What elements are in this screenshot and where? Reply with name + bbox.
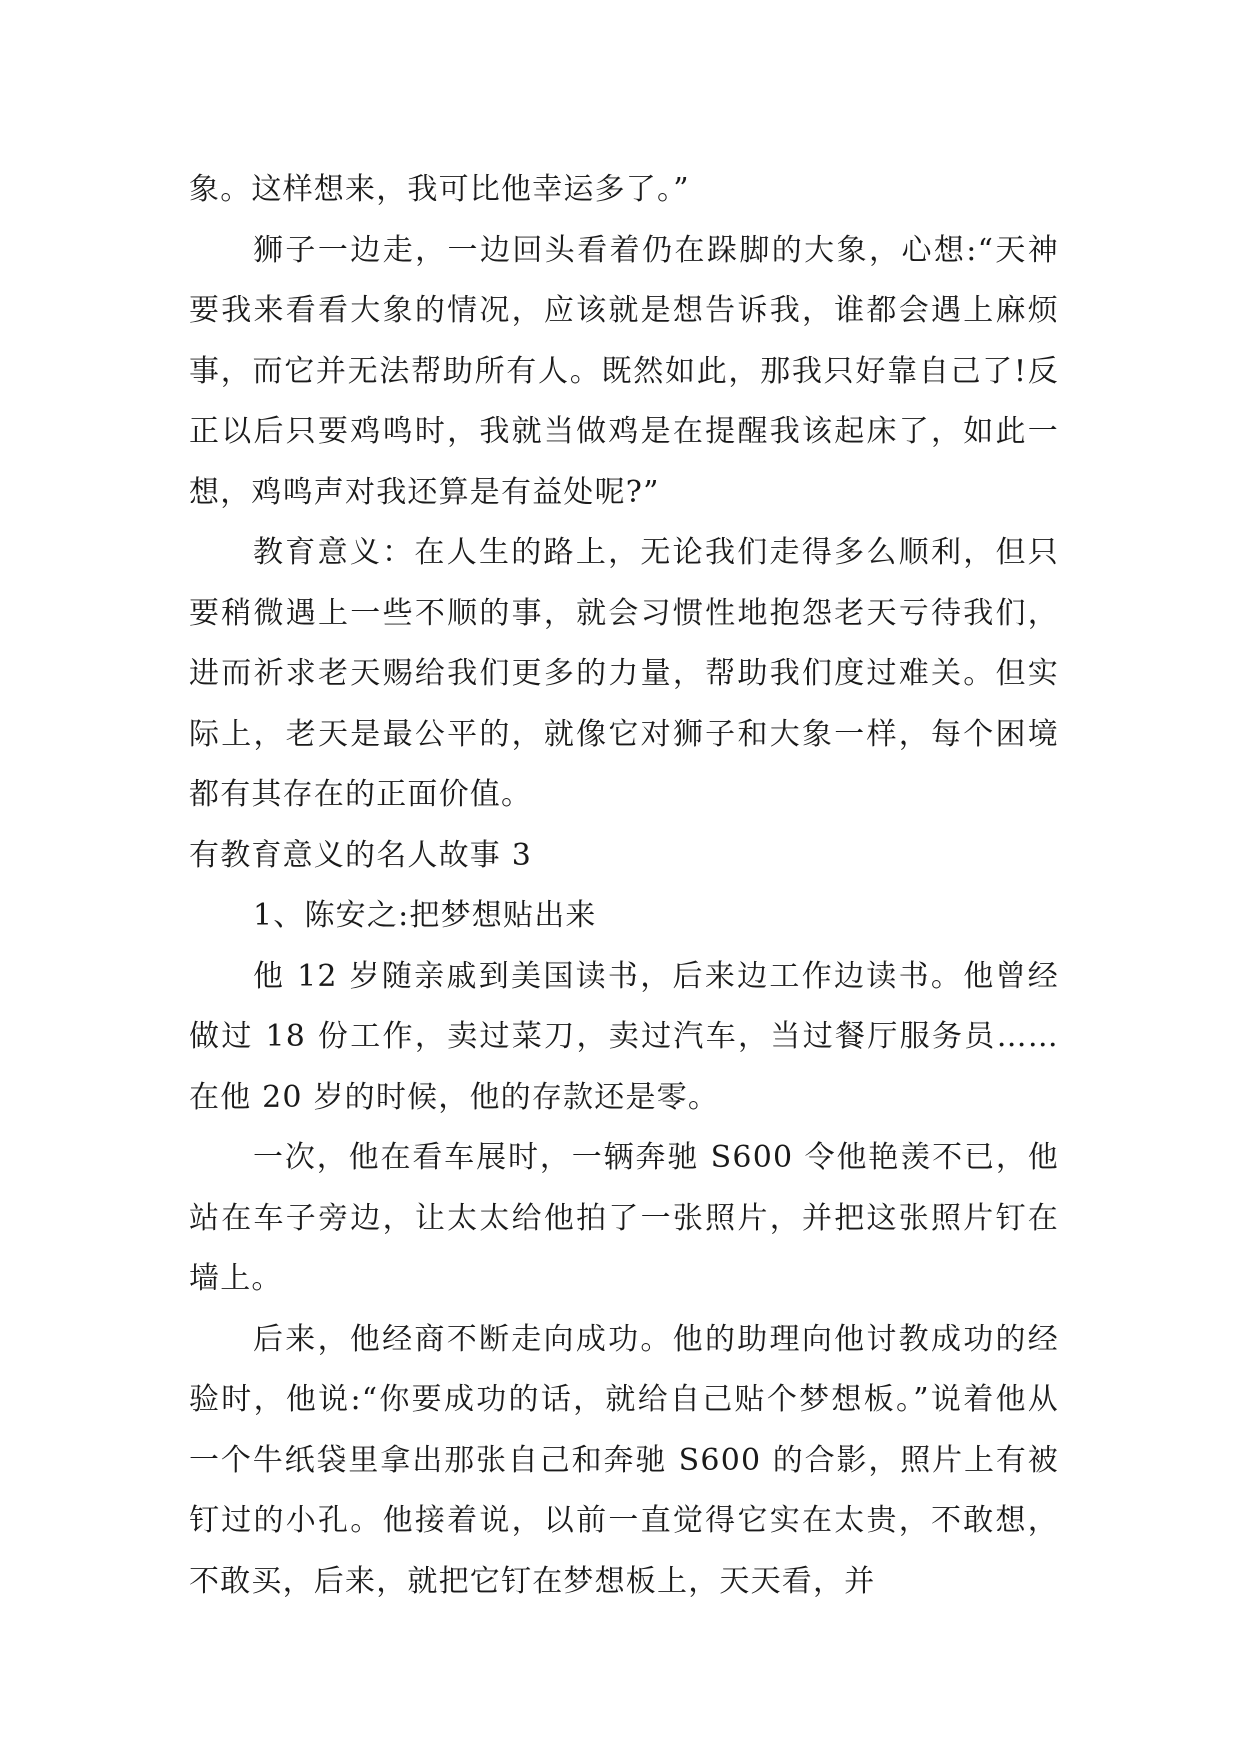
paragraph-early-life: 他 12 岁随亲戚到美国读书，后来边工作边读书。他曾经做过 18 份工作，卖过菜刀，卖过汽车，当过餐厅服务员……在他 20 岁的时候，他的存款还是零。: [189, 958, 1059, 1115]
section-heading: 有教育意义的名人故事 3: [189, 837, 533, 873]
paragraph-car-show: 一次，他在看车展时，一辆奔驰 S600 令他艳羡不已，他站在车子旁边，让太太给他拍了一张照片，并把这张照片钉在墙上。: [189, 1140, 1059, 1296]
paragraph-continuation: 象。这样想来，我可比他幸运多了。”: [189, 172, 690, 207]
subsection-title: 1、陈安之:把梦想贴出来: [253, 898, 597, 933]
paragraph-dream-board: 后来，他经商不断走向成功。他的助理向他讨教成功的经验时，他说:“你要成功的话，就给自己贴个梦想板。”说着他从一个牛纸袋里拿出那张自己和奔驰 S600 的合影，照片上有被钉过的小孔。他接着说，以前一直觉得它实在太贵，不敢想，不敢买，后来，就把它钉在梦想板上，天天看，并: [189, 1321, 1059, 1599]
paragraph-moral: 教育意义：在人生的路上，无论我们走得多么顺利，但只要稍微遇上一些不顺的事，就会习惯性地抱怨老天亏待我们，进而祈求老天赐给我们更多的力量，帮助我们度过难关。但实际上，老天是最公平的，就像它对狮子和大象一样，每个困境都有其存在的正面价值。: [189, 535, 1059, 812]
body-text: [189, 160, 1059, 1612]
paragraph-lion-thought: 狮子一边走，一边回头看着仍在跺脚的大象，心想:“天神要我来看看大象的情况，应该就是想告诉我，谁都会遇上麻烦事，而它并无法帮助所有人。既然如此，那我只好靠自己了!反正以后只要鸡鸣时，我就当做鸡是在提醒我该起床了，如此一想，鸡鸣声对我还算是有益处呢?”: [189, 232, 1059, 510]
